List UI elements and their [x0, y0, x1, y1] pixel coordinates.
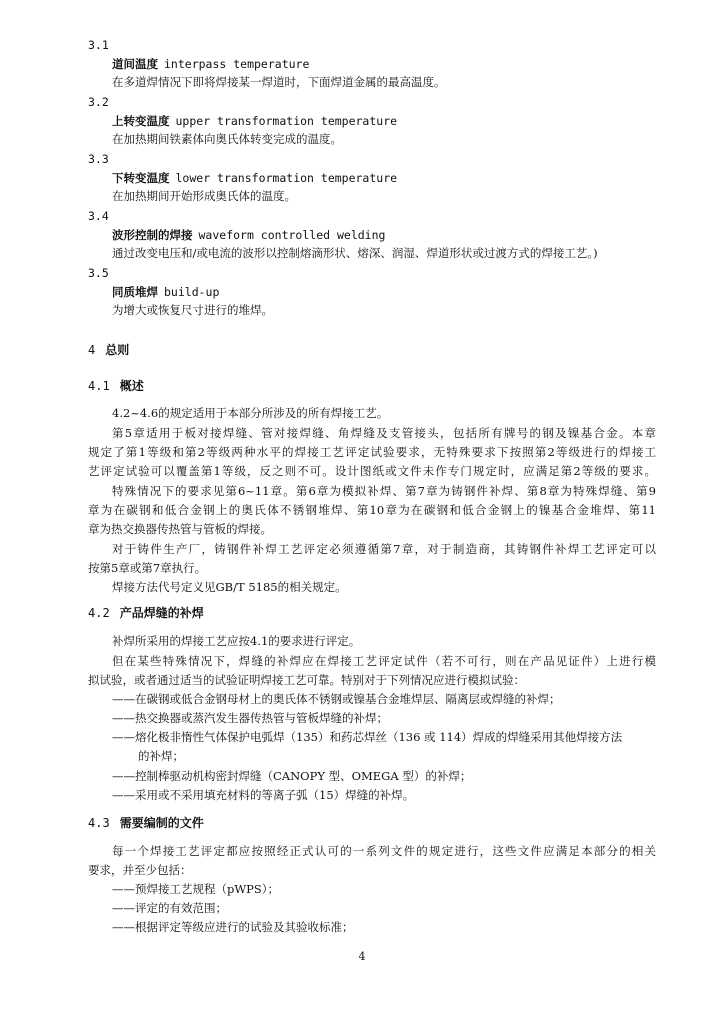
paragraph-line: 每一个焊接工艺评定都应按照经正式认可的一系列文件的规定进行，这些文件应满足本部分的相关	[112, 844, 656, 858]
subsection-title: 产品焊缝的补焊	[119, 606, 204, 620]
clause-number: 3.2	[88, 95, 109, 109]
subsection-heading	[88, 605, 204, 621]
paragraph: 焊接方法代号定义见GB/T 5185的相关规定。	[112, 580, 347, 594]
clause-number: 3.1	[88, 38, 109, 52]
clause-number: 3.5	[88, 266, 109, 280]
clause-number: 3.4	[88, 209, 109, 223]
term-definition: 在加热期间铁素体向奥氏体转变完成的温度。	[112, 132, 342, 146]
paragraph-line: 特殊情况下的要求见第6~11章。第6章为模拟补焊、第7章为铸钢件补焊、第8章为特殊焊缝、第9	[112, 484, 656, 498]
term-heading	[112, 56, 309, 72]
paragraph-line: 规定了第1等级和第2等级两种水平的焊接工艺评定试验要求，无特殊要求下按照第2等级进行的焊接工	[88, 445, 656, 459]
paragraph-line: 章为热交换器传热管与管板的焊接。	[88, 522, 272, 536]
term-heading	[112, 113, 397, 129]
term-cn: 同质堆焊	[112, 285, 158, 299]
subsection-number: 4.2	[88, 606, 110, 620]
term-definition: 在加热期间开始形成奥氏体的温度。	[112, 189, 296, 203]
paragraph-line: 对于铸件生产厂，铸钢件补焊工艺评定必须遵循第7章，对于制造商，其铸钢件补焊工艺评定可以	[112, 542, 656, 556]
paragraph-line: 要求，并至少包括：	[88, 863, 192, 877]
term-heading	[112, 170, 397, 186]
term-en: lower transformation temperature	[175, 171, 398, 185]
subsection-number: 4.3	[88, 816, 110, 830]
term-en: upper transformation temperature	[175, 114, 398, 128]
subsection-heading	[88, 815, 204, 831]
term-en: waveform controlled welding	[198, 228, 386, 242]
term-heading	[112, 227, 385, 243]
term-heading	[112, 284, 219, 300]
term-definition: 在多道焊情况下即将焊接某一焊道时，下面焊道金属的最高温度。	[112, 75, 446, 89]
subsection-title: 需要编制的文件	[119, 816, 204, 830]
paragraph-line: 章为在碳钢和低合金钢上的奥氏体不锈钢堆焊、第10章为在碳钢和低合金钢上的镍基合金堆焊、第11	[88, 503, 656, 517]
paragraph: 补焊所采用的焊接工艺应按4.1的要求进行评定。	[112, 634, 361, 648]
term-definition: 通过改变电压和/或电流的波形以控制熔滴形状、熔深、润湿、焊道形状或过渡方式的焊接工艺。)	[112, 246, 598, 260]
term-en: interpass temperature	[164, 57, 310, 71]
list-item-continuation: 的补焊；	[138, 749, 184, 763]
paragraph: 4.2~4.6的规定适用于本部分所涉及的所有焊接工艺。	[112, 406, 389, 420]
subsection-number: 4.1	[88, 379, 110, 393]
subsection-title: 概述	[119, 379, 144, 393]
subsection-heading	[88, 378, 144, 394]
term-definition: 为增大或恢复尺寸进行的堆焊。	[112, 303, 273, 317]
list-item: ——热交换器或蒸汽发生器传热管与管板焊缝的补焊；	[112, 711, 388, 725]
paragraph-line: 第5章适用于板对接焊缝、管对接焊缝、角焊缝及支管接头，包括所有牌号的钢及镍基合金。本章	[112, 426, 656, 440]
section-heading	[88, 342, 129, 358]
section-title: 总则	[105, 343, 130, 357]
term-cn: 下转变温度	[112, 171, 170, 185]
list-item: ——评定的有效范围；	[112, 901, 227, 915]
list-item: ——控制棒驱动机构密封焊缝（CANOPY 型、OMEGA 型）的补焊；	[112, 769, 472, 783]
list-item: ——采用或不采用填充材料的等离子弧（15）焊缝的补焊。	[112, 788, 415, 802]
list-item: ——根据评定等级应进行的试验及其验收标准；	[112, 920, 354, 934]
clause-number: 3.3	[88, 152, 109, 166]
list-item: ——熔化极非惰性气体保护电弧焊（135）和药芯焊丝（136 或 114）焊成的焊缝采用其他焊接方法	[112, 730, 623, 744]
section-number: 4	[88, 343, 96, 357]
list-item: ——在碳钢或低合金钢母材上的奥氏体不锈钢或镍基合金堆焊层、隔离层或焊缝的补焊；	[112, 692, 561, 706]
paragraph-line: 艺评定试验可以覆盖第1等级，反之则不可。设计图纸或文件未作专门规定时，应满足第2等级的要求。	[88, 464, 656, 478]
term-cn: 波形控制的焊接	[112, 228, 193, 242]
paragraph-line: 但在某些特殊情况下，焊缝的补焊应在焊接工艺评定试件（若不可行，则在产品见证件）上进行模	[112, 654, 656, 668]
term-en: build-up	[164, 285, 220, 299]
paragraph-line: 拟试验，或者通过适当的试验证明焊接工艺可靠。特别对于下列情况应进行模拟试验：	[88, 673, 525, 687]
term-cn: 道间温度	[112, 57, 158, 71]
term-cn: 上转变温度	[112, 114, 170, 128]
list-item: ——预焊接工艺规程（pWPS）；	[112, 882, 280, 896]
page-number: 4	[358, 950, 366, 963]
paragraph-line: 按第5章或第7章执行。	[88, 561, 207, 575]
